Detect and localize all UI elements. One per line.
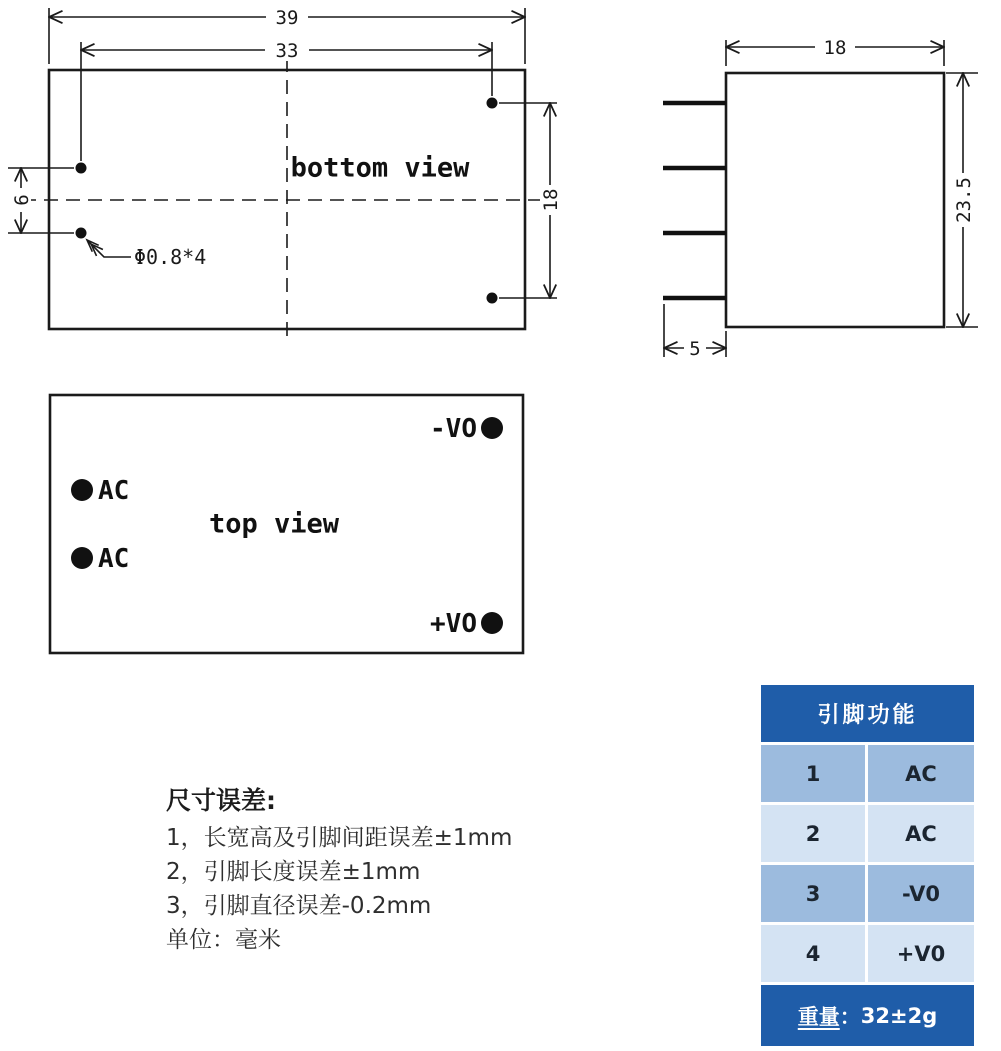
pin-hole [76, 228, 87, 239]
weight-row [761, 985, 974, 1046]
tolerance-note-line: 单位：毫米 [166, 927, 281, 953]
bottom-view-drawing [8, 7, 562, 344]
dim-label-18-pins: 18 [540, 188, 562, 212]
pin-label-ac2: AC [98, 544, 130, 574]
pin-function-cell: AC [868, 745, 974, 802]
tolerance-note-line: 2，引脚长度误差±1mm [166, 859, 421, 885]
dimension-body-height [946, 73, 978, 327]
pin-table-row [761, 925, 974, 982]
pin-diameter-label: Φ0.8*4 [134, 245, 207, 269]
dim-label-39: 39 [275, 7, 299, 29]
pin-label-ac1: AC [98, 476, 130, 506]
pin-table-title: 引脚功能 [761, 685, 974, 742]
bottom-view-label: bottom view [290, 152, 470, 184]
dimension-pin-span-x [81, 40, 492, 161]
pin-dot-ac2 [71, 547, 93, 569]
tolerance-notes [166, 784, 512, 957]
side-view-drawing [663, 37, 978, 360]
dim-label-23-5: 23.5 [953, 177, 975, 223]
pin-number-cell: 3 [761, 865, 865, 922]
pin-hole [76, 163, 87, 174]
pin-label-neg-vo: -VO [430, 414, 477, 444]
pin-function-cell: AC [868, 805, 974, 862]
pin-number-cell: 2 [761, 805, 865, 862]
dimension-pin-offset-y [8, 168, 74, 233]
top-view-drawing [50, 395, 523, 653]
pin-label-pos-vo: +VO [430, 609, 477, 639]
tolerance-note-line: 1，长宽高及引脚间距误差±1mm [166, 825, 513, 851]
tolerance-note-line: 3，引脚直径误差-0.2mm [166, 893, 432, 919]
pin-dot-ac1 [71, 479, 93, 501]
dim-label-5: 5 [689, 338, 701, 360]
pin-dot-neg-vo [481, 417, 503, 439]
pin-diameter-callout [87, 240, 206, 269]
pin-function-cell: -V0 [868, 865, 974, 922]
dimension-pin-length [664, 304, 726, 360]
pin-hole [487, 293, 498, 304]
pin-number-cell: 4 [761, 925, 865, 982]
dim-label-33: 33 [275, 40, 299, 62]
pin-number-cell: 1 [761, 745, 865, 802]
pin-dot-pos-vo [481, 612, 503, 634]
tolerance-notes-title: 尺寸误差: [166, 786, 276, 815]
pin-table-row [761, 865, 974, 922]
top-view-label: top view [208, 508, 340, 540]
pin-function-cell: +V0 [868, 925, 974, 982]
side-view-outline [726, 73, 944, 327]
pin-function-table [761, 685, 974, 1046]
pin-table-row [761, 745, 974, 802]
weight-label: 重量 [797, 1004, 840, 1029]
weight-colon: ： [839, 1004, 861, 1029]
dimension-body-width [726, 37, 944, 66]
dim-label-18-body: 18 [823, 37, 847, 59]
weight-value: 32±2g [860, 1003, 938, 1028]
pin-table-row [761, 805, 974, 862]
pin-hole [487, 98, 498, 109]
dim-label-6: 6 [11, 194, 33, 206]
